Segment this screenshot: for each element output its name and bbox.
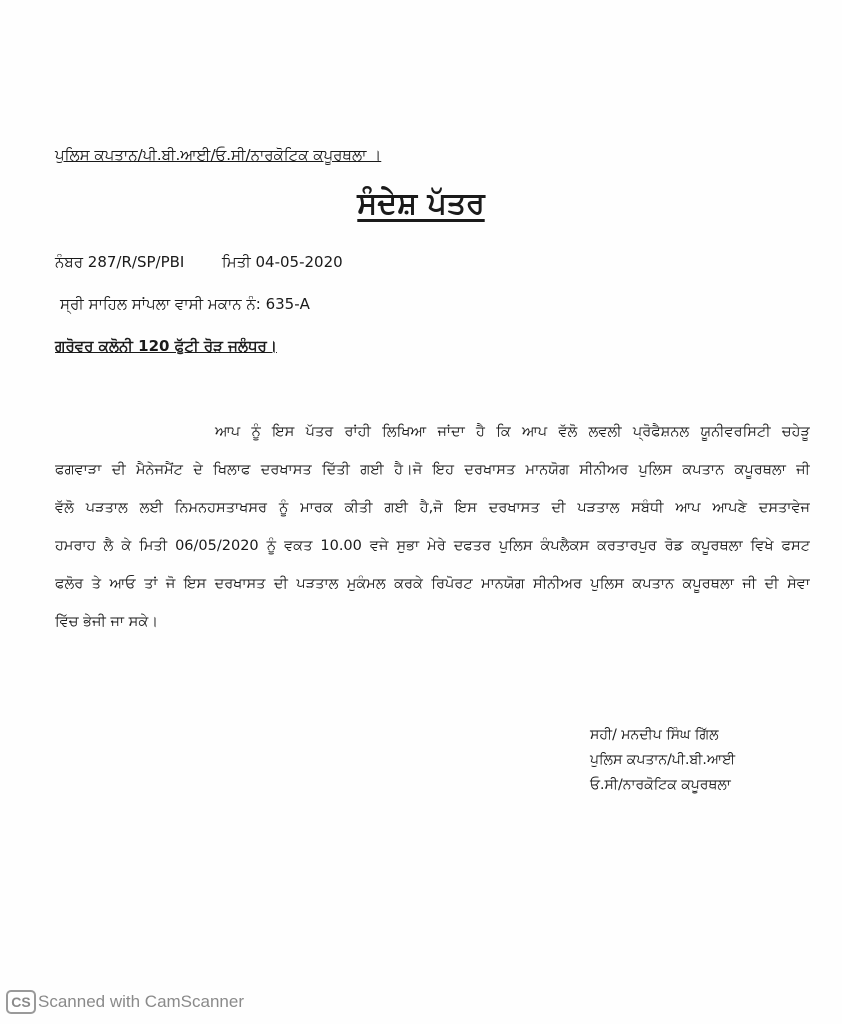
office-header: ਪੁਲਿਸ ਕਪਤਾਨ/ਪੀ.ਬੀ.ਆਈ/ਓ.ਸੀ/ਨਾਰਕੋਟਿਕ ਕਪੂਰਥਲਾ ।: [55, 146, 382, 164]
camscanner-logo-icon: CS: [6, 990, 36, 1014]
signature-designation: ਪੁਲਿਸ ਕਪਤਾਨ/ਪੀ.ਬੀ.ਆਈ: [590, 752, 736, 768]
watermark-text: Scanned with CamScanner: [38, 992, 245, 1011]
document-title-text: ਸੰਦੇਸ਼ ਪੱਤਰ: [357, 186, 485, 221]
addressee-address: ਗਰੋਵਰ ਕਲੋਨੀ 120 ਫੁੱਟੀ ਰੋੜ ਜਲੰਧਰ।: [55, 337, 277, 355]
signature-name: ਸਹੀ/ ਮਨਦੀਪ ਸਿੰਘ ਗਿੱਲ: [590, 727, 719, 743]
body-line: ਵਿੱਚ ਭੇਜੀ ਜਾ ਸਕੇ।: [55, 614, 159, 630]
body-line: ਆਪ ਨੂੰ ਇਸ ਪੱਤਰ ਰਾਂਹੀ ਲਿਖਿਆ ਜਾਂਦਾ ਹੈ ਕਿ ਆਪ ਵੱਲੋ ਲਵਲੀ ਪ੍ਰੋਫੈਸ਼ਨਲ ਯੂਨੀਵਰਸਿਟੀ ਚਹੇੜੂ: [215, 424, 810, 440]
document-title: [0, 186, 842, 221]
body-line: ਫਲੋਰ ਤੇ ਆਓ ਤਾਂ ਜੋ ਇਸ ਦਰਖਾਸਤ ਦੀ ਪੜਤਾਲ ਮੁਕੰਮਲ ਕਰਕੇ ਰਿਪੋਰਟ ਮਾਨਯੋਗ ਸੀਨੀਅਰ ਪੁਲਿਸ ਕਪਤਾਨ ਕਪੂਰਥਲਾ ਜੀ ਦੀ ਸੇਵਾ: [55, 576, 810, 592]
letter-date: ਮਿਤੀ 04-05-2020: [221, 253, 343, 271]
signature-office: ਓ.ਸੀ/ਨਾਰਕੋਟਿਕ ਕਪੂਰਥਲਾ: [590, 777, 731, 793]
signature-block: [590, 723, 735, 798]
body-line: ਵੱਲੋ ਪੜਤਾਲ ਲਈ ਨਿਮਨਹਸਤਾਖਸਰ ਨੂੰ ਮਾਰਕ ਕੀਤੀ ਗਈ ਹੈ,ਜੋ ਇਸ ਦਰਖਾਸਤ ਦੀ ਪੜਤਾਲ ਸਬੰਧੀ ਆਪ ਆਪਣੇ ਦਸਤਾਵੇਜ: [55, 500, 810, 516]
camscanner-watermark: [6, 990, 244, 1014]
body-line: ਫਗਵਾੜਾ ਦੀ ਮੈਨੇਜਮੈਂਟ ਦੇ ਖਿਲਾਫ ਦਰਖਾਸਤ ਦਿੱਤੀ ਗਈ ਹੈ।ਜੋ ਇਹ ਦਰਖਾਸਤ ਮਾਨਯੋਗ ਸੀਨੀਅਰ ਪੁਲਿਸ ਕਪਤਾਨ ਕਪੂਰਥਲਾ ਜੀ: [55, 462, 810, 478]
letter-body: [55, 413, 810, 641]
reference-line: [55, 253, 343, 271]
body-line: ਹਮਰਾਹ ਲੈ ਕੇ ਮਿਤੀ 06/05/2020 ਨੂੰ ਵਕਤ 10.00 ਵਜੇ ਸੁਭਾ ਮੇਰੇ ਦਫਤਰ ਪੁਲਿਸ ਕੰਪਲੈਕਸ ਕਰਤਾਰਪੁਰ ਰੋਡ ਕਪੂਰਥਲਾ ਵਿਖੇ ਫਸਟ: [55, 538, 810, 554]
reference-number: ਨੰਬਰ 287/R/SP/PBI: [55, 253, 185, 271]
addressee-name: ਸ੍ਰੀ ਸਾਹਿਲ ਸਾਂਪਲਾ ਵਾਸੀ ਮਕਾਨ ਨੰ: 635-A: [60, 295, 310, 313]
